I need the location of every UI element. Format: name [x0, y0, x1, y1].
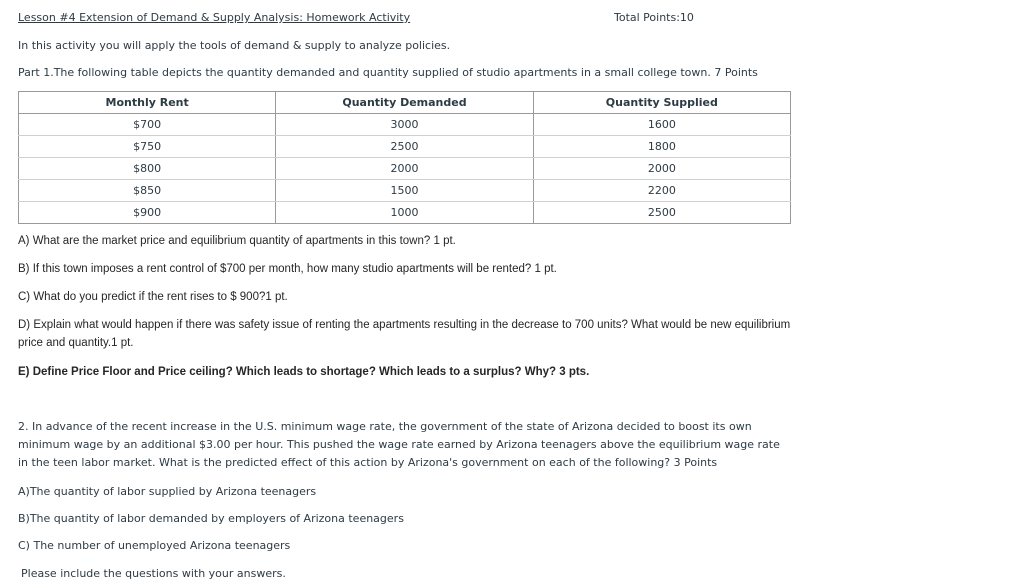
table-row: [19, 114, 791, 136]
table-header-row: [19, 92, 791, 114]
demanded-cell: 2500: [276, 136, 533, 158]
part2-prompt: 2. In advance of the recent increase in the U.S. minimum wage rate, the government of the state of Arizona decided to boost its own minimum wage by an additional $3.00 per hour. This pushed the wage rate earned by Arizona teenagers above the equilibrium wage rate in the teen labor market. What is the predicted effect of this action by Arizona's government on each of the following? 3 Points: [18, 420, 780, 469]
total-points: Total Points:10: [614, 11, 694, 24]
table-row: [19, 136, 791, 158]
part1-prompt: Part 1.The following table depicts the quantity demanded and quantity supplied of studio apartments in a small college town. 7 Points: [18, 66, 758, 79]
part2-question-c: C) The number of unemployed Arizona teenagers: [18, 539, 291, 552]
header-monthly-rent: Monthly Rent: [19, 92, 276, 114]
supplied-cell: 2200: [533, 180, 790, 202]
table-row: [19, 158, 791, 180]
answer-instruction: Please include the questions with your answers.: [21, 567, 286, 580]
header-quantity-supplied: Quantity Supplied: [533, 92, 790, 114]
header-quantity-demanded: Quantity Demanded: [276, 92, 533, 114]
rent-cell: $750: [19, 136, 276, 158]
rent-cell: $850: [19, 180, 276, 202]
intro-text: In this activity you will apply the tools of demand & supply to analyze policies.: [18, 39, 451, 52]
rent-cell: $900: [19, 202, 276, 224]
question-b: B) If this town imposes a rent control of $700 per month, how many studio apartments will be rented? 1 pt.: [18, 263, 557, 275]
part2-question-a: A)The quantity of labor supplied by Arizona teenagers: [18, 485, 317, 498]
supplied-cell: 2000: [533, 158, 790, 180]
rent-cell: $800: [19, 158, 276, 180]
supplied-cell: 1800: [533, 136, 790, 158]
demanded-cell: 3000: [276, 114, 533, 136]
supplied-cell: 2500: [533, 202, 790, 224]
table-row: [19, 180, 791, 202]
rent-cell: $700: [19, 114, 276, 136]
table-row: [19, 202, 791, 224]
question-d: D) Explain what would happen if there was safety issue of renting the apartments resulting in the decrease to 700 units? What would be new equilibrium price and quantity.1 pt.: [18, 319, 791, 349]
demanded-cell: 1000: [276, 202, 533, 224]
question-e: E) Define Price Floor and Price ceiling? Which leads to shortage? Which leads to a surplus? Why? 3 pts.: [18, 366, 590, 378]
rent-table: [18, 91, 791, 224]
part2-question-b: B)The quantity of labor demanded by employers of Arizona teenagers: [18, 512, 404, 525]
question-c: C) What do you predict if the rent rises to $ 900?1 pt.: [18, 291, 288, 303]
assignment-title: Lesson #4 Extension of Demand & Supply Analysis: Homework Activity: [18, 11, 411, 24]
demanded-cell: 2000: [276, 158, 533, 180]
question-a: A) What are the market price and equilibrium quantity of apartments in this town? 1 pt.: [18, 235, 456, 247]
demanded-cell: 1500: [276, 180, 533, 202]
supplied-cell: 1600: [533, 114, 790, 136]
